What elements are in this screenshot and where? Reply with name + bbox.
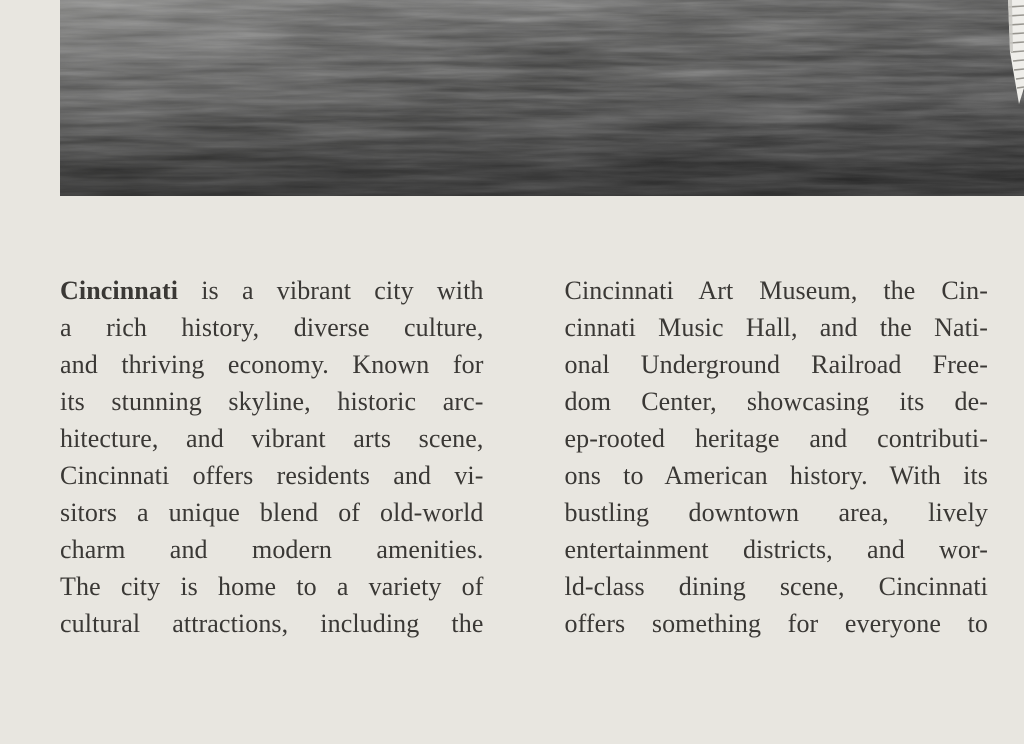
text-line: bustling downtown area, lively	[564, 498, 988, 527]
text-line: hitecture, and vibrant arts scene,	[60, 424, 484, 453]
text-line: The city is home to a variety of	[60, 572, 484, 601]
text-line: and thriving economy. Known for	[60, 350, 484, 379]
text-line: its stunning skyline, historic arc-	[60, 387, 484, 416]
text-line	[60, 272, 484, 309]
text-line: ep-rooted heritage and contributi-	[564, 424, 988, 453]
text-line: sitors a unique blend of old-world	[60, 498, 484, 527]
text-line: onal Underground Railroad Free-	[564, 350, 988, 379]
text-line: cultural attractions, including the	[60, 609, 484, 638]
text-line: dom Center, showcasing its de-	[564, 387, 988, 416]
text-line: ons to American history. With its	[564, 461, 988, 490]
water-photo-graphic	[60, 0, 1024, 196]
text-line: a rich history, diverse culture,	[60, 313, 484, 342]
text-line: entertainment districts, and wor-	[564, 535, 988, 564]
text-column-left	[60, 272, 484, 642]
article-body	[60, 272, 988, 642]
text-line: Cincinnati offers residents and vi-	[60, 461, 484, 490]
text-line: ld-class dining scene, Cincinnati	[564, 572, 988, 601]
text-line: offers something for everyone to	[564, 609, 988, 638]
text-line: cinnati Music Hall, and the Nati-	[564, 313, 988, 342]
lead-word: Cincinnati	[60, 276, 179, 305]
hero-photo	[60, 0, 1024, 196]
water-shade	[60, 0, 1024, 196]
text-line: Cincinnati Art Museum, the Cin-	[564, 276, 988, 305]
text-line: charm and modern amenities.	[60, 535, 484, 564]
lead-rest: is a vibrant city with	[178, 276, 484, 305]
text-column-right	[565, 272, 989, 642]
